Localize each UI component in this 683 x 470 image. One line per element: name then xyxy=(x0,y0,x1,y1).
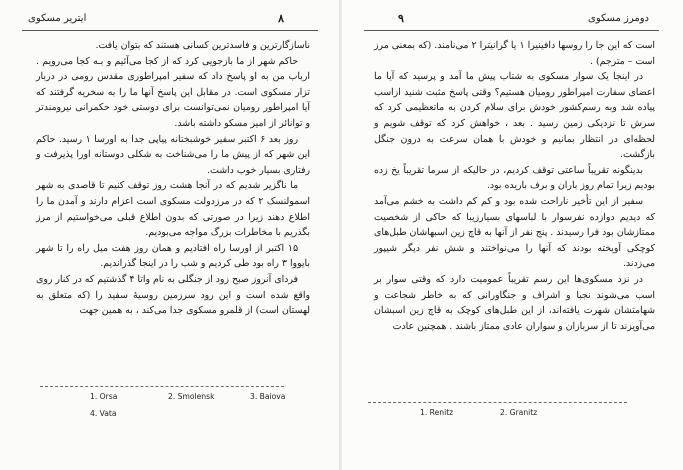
left-page-header xyxy=(22,12,318,26)
footnote: 2. Granitz xyxy=(500,408,538,417)
page-number: ٩ xyxy=(398,12,404,25)
paragraph: سفیر از این تأخیر ناراحت شده بود و کم کم داشت به خشم می‌آمد که دیدیم دوازده نفرسوار با لباسهای بسیارزیبا که حاکی از شخصیت ممتازشان بود فرا رسیدند . پنج نفر از آنها به قاچ زین اسبهاشان طبل‌های کوچکی آویخته بودند که آنها را می‌نواختند و شش نفر دیگر شیپور می‌زدند. xyxy=(374,195,655,270)
right-page-body xyxy=(374,38,655,334)
paragraph: است که این جا را روسها دافینیرا ۱ یا گرانیترا ۲ می‌نامند. (که بمعنی مرز است – مترجم) . xyxy=(374,40,655,67)
footnote: 1. Orsa xyxy=(90,392,118,401)
paragraph: بدینگونه تقریباً ساعتی توقف کردیم، در حالیکه از سرما تقریباً یخ زده بودیم زیرا تمام روز باران و برف باریده بود. xyxy=(374,164,655,192)
header-rule xyxy=(22,30,318,31)
running-head: دومرز مسکوی xyxy=(588,13,649,24)
right-page xyxy=(342,0,683,470)
footnote-rule xyxy=(368,402,627,403)
right-page-header xyxy=(364,12,659,26)
running-head: ایتریر مسکوی xyxy=(28,13,87,24)
footnote: 2. Smolensk xyxy=(168,392,215,401)
footnote: 4. Vata xyxy=(90,409,117,418)
paragraph: فردای آنروز صبح زود از جنگلی به نام واتا ۴ گذشتیم که در کنار روی واقع شده است و این رود سرزمین روسیهٔ سفید را (که متعلق به لهستان است) از قلمرو مسکوی جدا می‌کند ، به همین جهت xyxy=(36,273,310,317)
paragraph: ناسازگارترین و فاسدترین کسانی هستند که بتوان یافت. xyxy=(95,40,310,51)
paragraph: روز بعد ۶ اکتبر سفیر خوشبختانه پیاپی جدا به اورسا ۱ رسید. حاکم این شهر که از پیش ما را می‌شناخت به شکلی دوستانه اورا پذیرفت و رفتاری بسیار خوب داشت. xyxy=(36,133,310,176)
paragraph: حاکم شهر از ما بازجویی کرد که از کجا می‌آئیم و بـه کجا می‌رویم . ارباب من به او پاسخ داد که سفیر امپراطوری مقدس رومی در دربار تزار مسکوی است. در مقابل این پاسخ آنها ما را به سخریه گرفتند که آیا امپراطور رومیان نمی‌توانست برای دوستی خود حکمرانی نیرومندتر و توانائر از امیر مسکو داشته باشد. xyxy=(36,55,310,129)
footnote: 3. Baiova xyxy=(250,392,286,401)
left-page xyxy=(0,0,340,470)
header-rule xyxy=(364,30,659,31)
paragraph: در اینجا یک سوار مسکوی به شتاب پیش ما آمد و پرسید که آیا ما اعضای سفارت امپراطور رومیان هستیم؟ وقتی پاسخ مثبت شنید ازاسب پیاده شد وبه رسم‌کشور خودش برای سلام کردن به ماتعظیمی کرد که سرش تا نزدیکی زمین رسید . بعد ، خواهش کرد که توقف شویم و لحظه‌ای در انتظار بمانیم و خودش با همان سرعت به درون جنگل بازگشت. xyxy=(374,71,655,161)
paragraph: ۱۵ اکتبر از اورسا راه افتادیم و همان روز هفت میل راه را تا شهر بایووا ۳ راه بود طی کردیم و شب را در اینجا گذراندیم. xyxy=(36,242,310,270)
paragraph: در نزد مسکوی‌ها این رسم تقریباً عمومیت دارد که وقتی سوار بر اسب می‌شوند نجبا و اشراف و جنگاورانی که به خاطر شجاعت و شهامتشان شهرت یافته‌اند، از این طبل‌های کوچک به قاچ زین اسبشان می‌آویزند تا از سربازان و سواران عادی ممتاز باشند . همچنین عادت xyxy=(374,273,655,332)
footnote-rule xyxy=(40,386,284,387)
paragraph: ما ناگزیر شدیم که در آنجا هشت روز توقف کنیم تا قاصدی به شهر اسمولنسک ۲ که در مرزدولت مسکوی است اعزام دارند و آمدن ما را اطلاع دهند زیرا در صورتی که بدون اطلاع قبلی می‌خواستیم از مرز بگذریم با مخاطرات بزرگ مواجه می‌بودیم. xyxy=(36,180,310,239)
footnote: 1. Renitz xyxy=(420,408,454,417)
left-page-body xyxy=(36,38,310,319)
page-number: ٨ xyxy=(278,12,284,25)
